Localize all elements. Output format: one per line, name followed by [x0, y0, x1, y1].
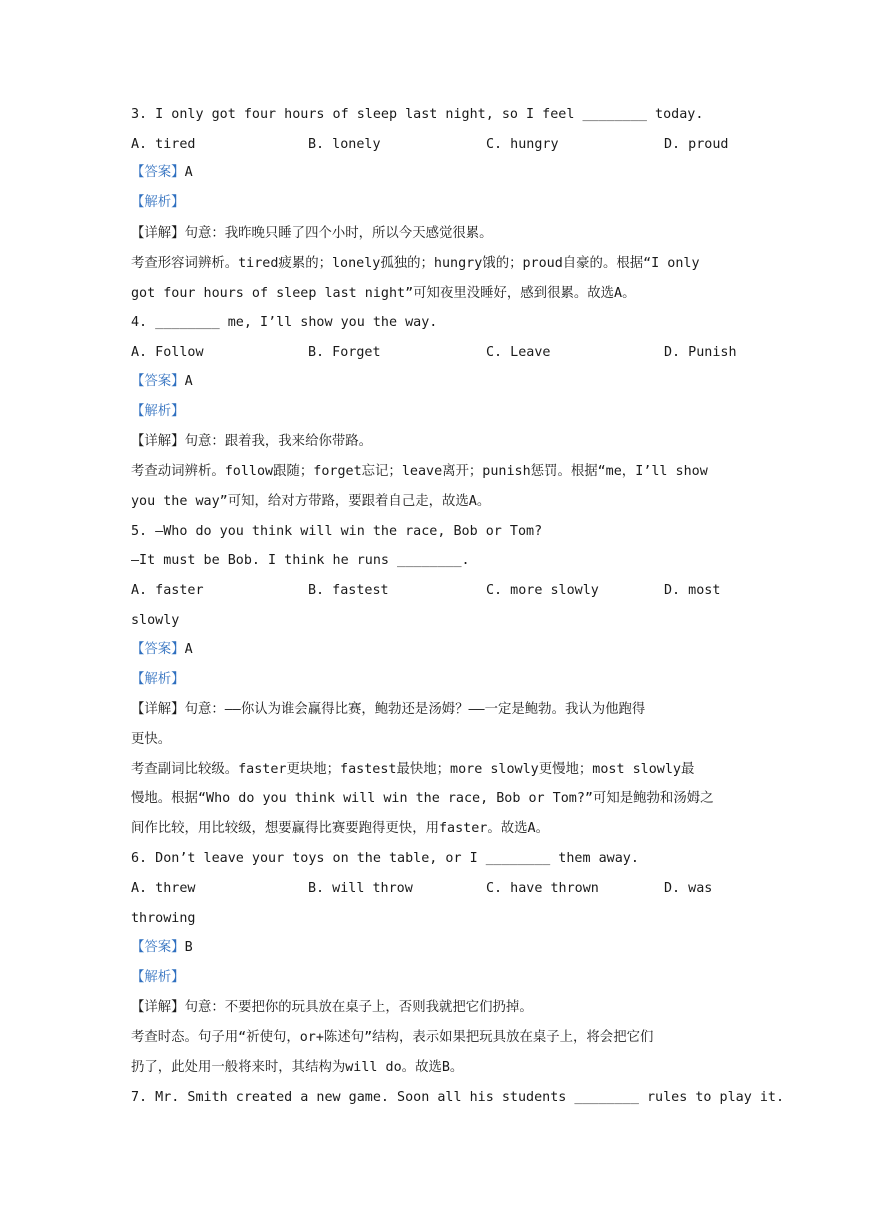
detail-line: 间作比较，用比较级，想要赢得比赛要跑得更快，用faster。故选A。 [131, 821, 549, 836]
analysis-label: 【解析】 [131, 970, 185, 985]
detail-label: 【详解】 [131, 702, 185, 717]
question-stem: 4. ________ me, I’ll show you the way. [131, 315, 438, 330]
detail-line: 考查形容词辨析。tired疲累的；lonely孤独的；hungry饿的；proud自豪的。根据“I only [131, 256, 700, 271]
option-b: B. Forget [308, 345, 381, 360]
detail-line: 扔了，此处用一般将来时，其结构为will do。故选B。 [131, 1060, 464, 1075]
option-wrap: slowly [131, 613, 180, 628]
detail-line: 更快。 [131, 732, 172, 747]
detail-text: 句意：——你认为谁会赢得比赛，鲍勃还是汤姆？——一定是鲍勃。我认为他跑得 [184, 702, 646, 717]
detail-line [131, 433, 751, 451]
option-a: A. threw [131, 881, 196, 896]
detail-line: you the way”可知，给对方带路，要跟着自己走，故选A。 [131, 494, 491, 509]
question-stem: —It must be Bob. I think he runs ________. [131, 553, 470, 568]
detail-line: 考查副词比较级。faster更块地；fastest最快地；more slowly更慢地；most slowly最 [131, 762, 695, 777]
detail-line: 考查时态。句子用“祈使句，or+陈述句”结构，表示如果把玩具放在桌子上，将会把它们 [131, 1030, 654, 1045]
detail-label: 【详解】 [131, 1000, 185, 1015]
options-row [131, 582, 751, 600]
question-stem: 6. Don’t leave your toys on the table, or I ________ them away. [131, 851, 639, 866]
answer-line [131, 641, 751, 659]
option-b: B. will throw [308, 881, 413, 896]
detail-line: 慢地。根据“Who do you think will win the race, Bob or Tom?”可知是鲍勃和汤姆之 [131, 791, 714, 806]
answer-value: A [184, 374, 193, 389]
detail-line: 考查动词辨析。follow跟随；forget忘记；leave离开；punish惩罚。根据“me，I’ll show [131, 464, 708, 479]
option-d: D. Punish [664, 345, 737, 360]
detail-label: 【详解】 [131, 226, 185, 241]
question-stem: 5. —Who do you think will win the race, Bob or Tom? [131, 524, 543, 539]
option-d: D. proud [664, 137, 729, 152]
options-row [131, 880, 751, 898]
option-a: A. faster [131, 583, 204, 598]
answer-label: 【答案】 [131, 165, 185, 180]
question-stem: 7. Mr. Smith created a new game. Soon all his students ________ rules to play it. [131, 1090, 785, 1105]
answer-label: 【答案】 [131, 374, 185, 389]
detail-line: got four hours of sleep last night”可知夜里没睡好，感到很累。故选A。 [131, 286, 636, 301]
option-c: C. Leave [486, 345, 551, 360]
answer-line [131, 373, 751, 391]
detail-text: 句意：跟着我，我来给你带路。 [184, 434, 373, 449]
option-b: B. fastest [308, 583, 389, 598]
answer-line [131, 939, 751, 957]
option-a: A. tired [131, 137, 196, 152]
answer-value: B [184, 940, 193, 955]
answer-value: A [184, 642, 193, 657]
option-b: B. lonely [308, 137, 381, 152]
option-d: D. most [664, 583, 721, 598]
detail-line [131, 701, 751, 719]
detail-line [131, 999, 751, 1017]
analysis-label: 【解析】 [131, 195, 185, 210]
detail-text: 句意：不要把你的玩具放在桌子上，否则我就把它们扔掉。 [184, 1000, 533, 1015]
analysis-label: 【解析】 [131, 404, 185, 419]
detail-text: 句意：我昨晚只睡了四个小时，所以今天感觉很累。 [184, 226, 493, 241]
answer-label: 【答案】 [131, 642, 185, 657]
option-c: C. more slowly [486, 583, 599, 598]
option-c: C. have thrown [486, 881, 599, 896]
answer-label: 【答案】 [131, 940, 185, 955]
detail-label: 【详解】 [131, 434, 185, 449]
answer-line [131, 164, 751, 182]
detail-line [131, 225, 751, 243]
option-wrap: throwing [131, 911, 196, 926]
option-a: A. Follow [131, 345, 204, 360]
option-d: D. was [664, 881, 713, 896]
options-row [131, 136, 751, 154]
answer-value: A [184, 165, 193, 180]
option-c: C. hungry [486, 137, 559, 152]
analysis-label: 【解析】 [131, 672, 185, 687]
question-stem: 3. I only got four hours of sleep last night, so I feel ________ today. [131, 107, 704, 122]
options-row [131, 344, 751, 362]
